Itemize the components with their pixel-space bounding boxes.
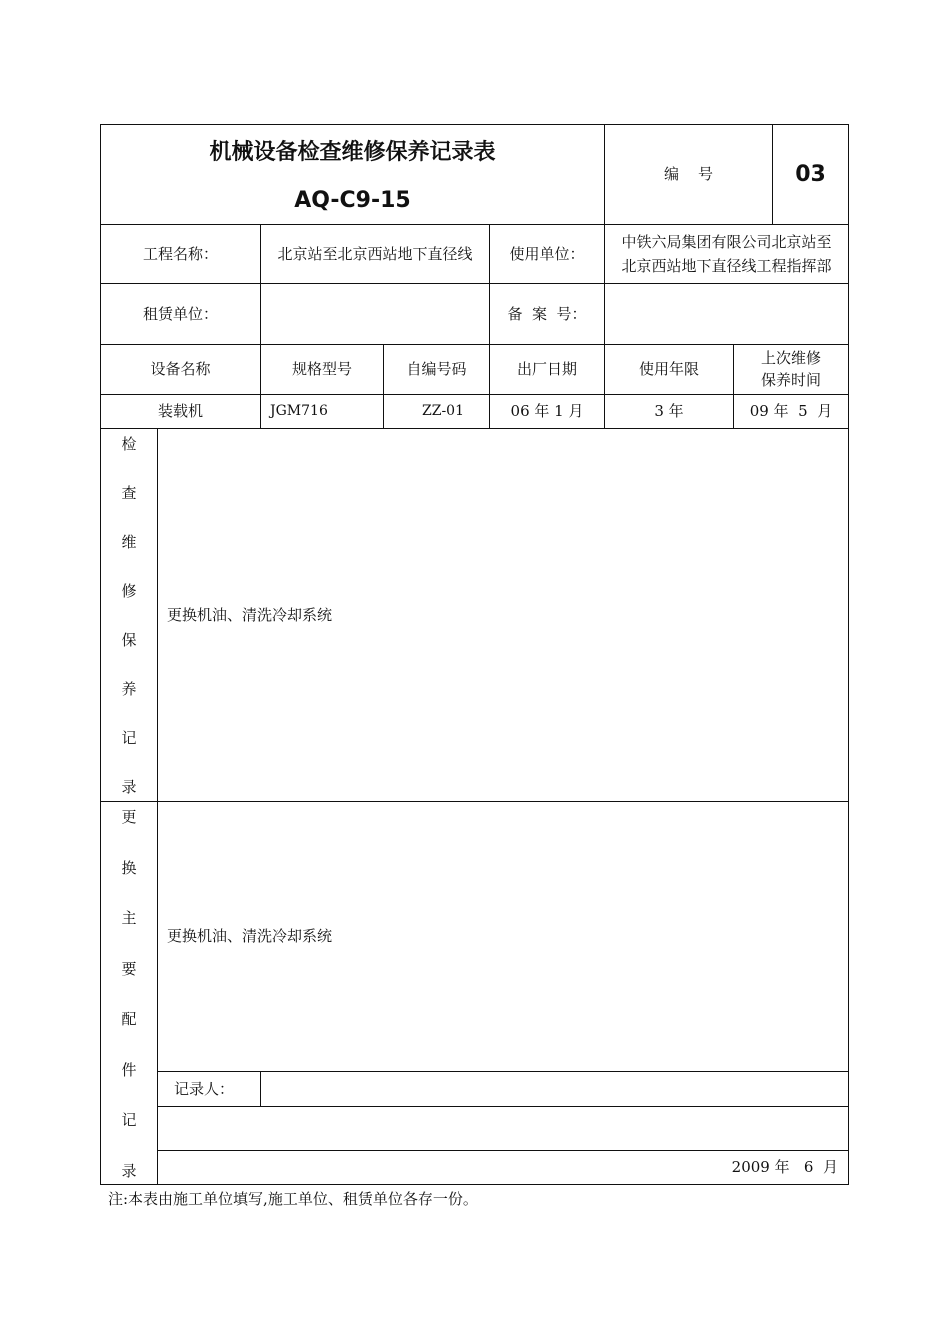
equipment-factory-date: 06 年 1 月 xyxy=(510,402,584,421)
lessor-value[interactable] xyxy=(261,284,489,344)
inspection-side-char: 录 xyxy=(121,778,137,797)
inspection-side-char: 维 xyxy=(121,533,137,552)
record-date: 2009 年 6 月 xyxy=(731,1158,838,1177)
record-number-label: 备 案 号： xyxy=(507,304,587,323)
project-value: 北京站至北京西站地下直径线 xyxy=(277,244,473,263)
user-value xyxy=(605,225,848,283)
parts-side-char: 更 xyxy=(121,808,137,826)
lessor-label: 租赁单位： xyxy=(142,304,218,323)
parts-side-char: 换 xyxy=(121,858,137,877)
inspection-side-char: 保 xyxy=(121,631,137,650)
footnote: 注:本表由施工单位填写,施工单位、租赁单位各存一份。 xyxy=(108,1189,478,1208)
inspection-side-char: 养 xyxy=(121,680,137,699)
blank-row xyxy=(158,1107,848,1150)
equipment-service-life: 3 年 xyxy=(654,402,684,421)
parts-side-char: 记 xyxy=(121,1111,137,1129)
user-value-line1: 中铁六局集团有限公司北京站至 xyxy=(621,233,832,251)
form-title: 机械设备检查维修保养记录表 xyxy=(209,139,496,165)
header-equipment-name: 设备名称 xyxy=(150,360,211,379)
number-value: 03 xyxy=(795,162,826,187)
parts-side-char: 录 xyxy=(121,1161,137,1180)
form-code: AQ-C9-15 xyxy=(294,187,411,213)
inspection-side-label xyxy=(101,429,157,801)
equipment-last-maintenance: 09 年 5 月 xyxy=(749,402,833,421)
header-factory-date: 出厂日期 xyxy=(516,360,577,379)
parts-side-char: 主 xyxy=(121,909,137,927)
inspection-content[interactable]: 更换机油、清洗冷却系统 xyxy=(167,605,333,624)
record-number-value[interactable] xyxy=(605,284,848,344)
equipment-model: JGM716 xyxy=(270,403,328,419)
parts-side-char: 件 xyxy=(121,1060,137,1079)
user-value-line2: 北京西站地下直径线工程指挥部 xyxy=(621,257,832,275)
inspection-side-char: 检 xyxy=(121,435,137,453)
header-last-maintenance-line2: 保养时间 xyxy=(760,370,821,389)
header-model: 规格型号 xyxy=(291,360,352,379)
inspection-side-char: 查 xyxy=(121,484,137,503)
inspection-side-char: 记 xyxy=(121,729,137,748)
equipment-name: 装载机 xyxy=(157,402,203,421)
parts-content[interactable]: 更换机油、清洗冷却系统 xyxy=(167,927,333,946)
border-right xyxy=(848,124,849,1185)
recorder-value[interactable] xyxy=(261,1072,848,1106)
parts-side-char: 要 xyxy=(121,959,137,978)
header-service-life: 使用年限 xyxy=(638,360,699,379)
header-last-maintenance xyxy=(734,345,848,394)
number-label: 编 号 xyxy=(663,165,714,184)
recorder-label: 记录人： xyxy=(174,1079,235,1098)
header-self-code: 自编号码 xyxy=(406,360,467,379)
inspection-side-char: 修 xyxy=(121,582,137,601)
parts-side-label xyxy=(101,802,157,1184)
border-bottom xyxy=(100,1184,849,1185)
equipment-self-code: ZZ-01 xyxy=(422,403,464,419)
project-label: 工程名称： xyxy=(142,244,218,263)
header-last-maintenance-line1: 上次维修 xyxy=(760,348,821,367)
parts-side-char: 配 xyxy=(121,1010,137,1028)
user-label: 使用单位： xyxy=(509,244,585,263)
